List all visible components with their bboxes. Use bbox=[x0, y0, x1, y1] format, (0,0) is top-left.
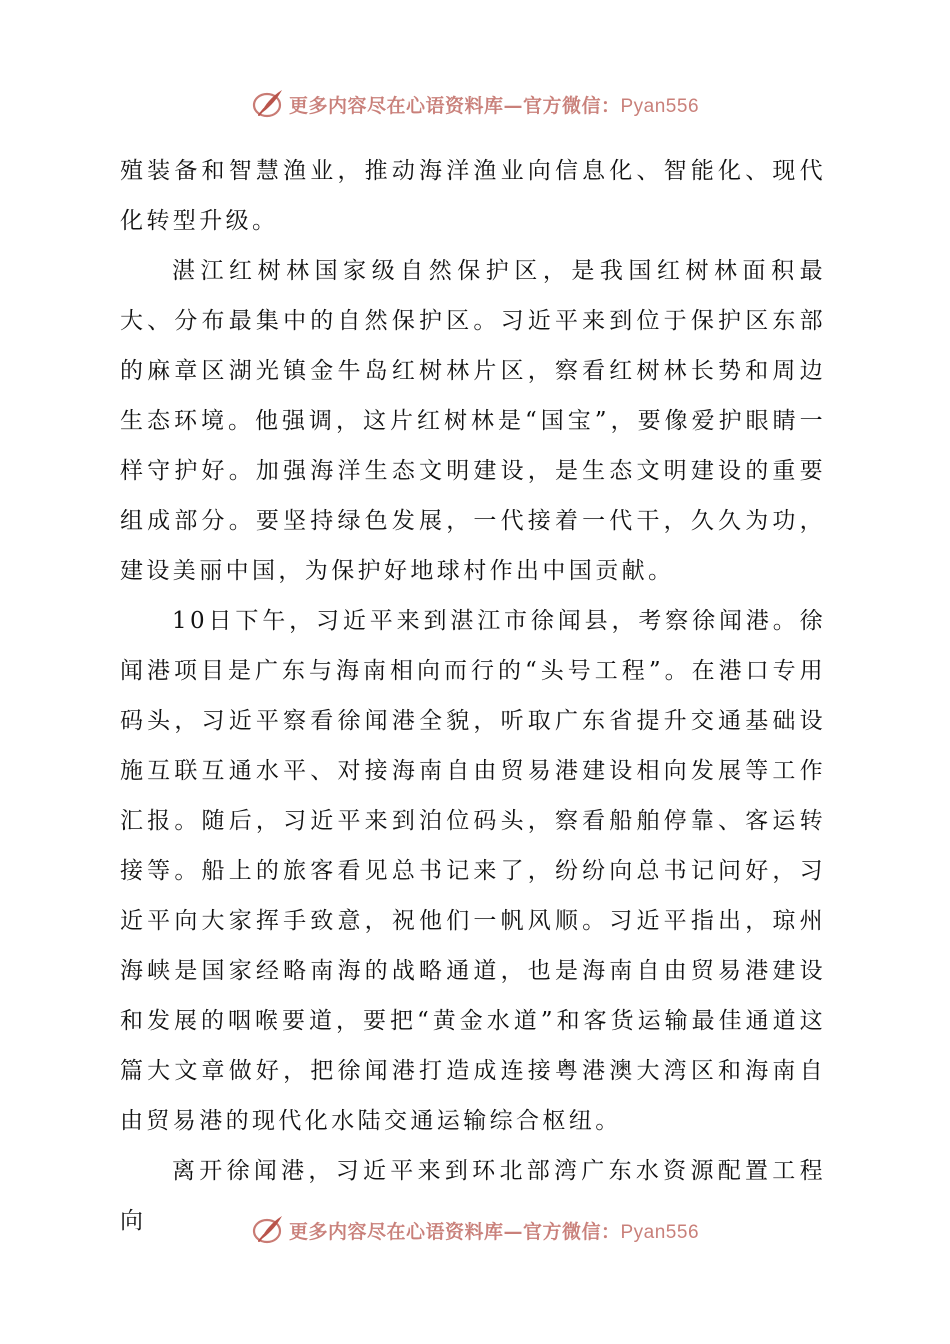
paragraph-continuation: 殖装备和智慧渔业，推动海洋渔业向信息化、智能化、现代化转型升级。 bbox=[120, 158, 826, 234]
quill-pen-logo-icon bbox=[251, 87, 285, 121]
footer-banner bbox=[0, 1210, 950, 1250]
header-banner-text: 更多内容尽在心语资料库—官方微信：Pyan556 bbox=[288, 94, 700, 117]
header-wechat-id: Pyan556 bbox=[620, 95, 700, 117]
paragraph-mangrove-reserve: 湛江红树林国家级自然保护区，是我国红树林面积最大、分布最集中的自然保护区。习近平来到位于保护区东部的麻章区湖光镇金牛岛红树林片区，察看红树林长势和周边生态环境。他强调，这片红树林是“国宝”，要像爱护眼睛一样守护好。加强海洋生态文明建设，是生态文明建设的重要组成部分。要坚持绿色发展，一代接着一代干，久久为功，建设美丽中国，为保护好地球村作出中国贡献。 bbox=[120, 258, 826, 584]
quill-pen-logo-icon bbox=[251, 1213, 285, 1247]
paragraph-xuwen-port: 10日下午，习近平来到湛江市徐闻县，考察徐闻港。徐闻港项目是广东与海南相向而行的“头号工程”。在港口专用码头，习近平察看徐闻港全貌，听取广东省提升交通基础设施互联互通水平、对接海南自由贸易港建设相向发展等工作汇报。随后，习近平来到泊位码头，察看船舶停靠、客运转接等。船上的旅客看见总书记来了，纷纷向总书记问好，习近平向大家挥手致意，祝他们一帆风顺。习近平指出，琼州海峡是国家经略南海的战略通道，也是海南自由贸易港建设和发展的咽喉要道，要把“黄金水道”和客货运输最佳通道这篇大文章做好，把徐闻港打造成连接粤港澳大湾区和海南自由贸易港的现代化水陆交通运输综合枢纽。 bbox=[120, 608, 826, 1134]
footer-wechat-id: Pyan556 bbox=[620, 1221, 700, 1243]
footer-banner-text: 更多内容尽在心语资料库—官方微信：Pyan556 bbox=[288, 1220, 700, 1243]
header-banner bbox=[0, 84, 950, 124]
paragraph-water-project: 离开徐闻港，习近平来到环北部湾广东水资源配置工程向 bbox=[120, 1158, 826, 1234]
document-body bbox=[120, 146, 826, 1246]
